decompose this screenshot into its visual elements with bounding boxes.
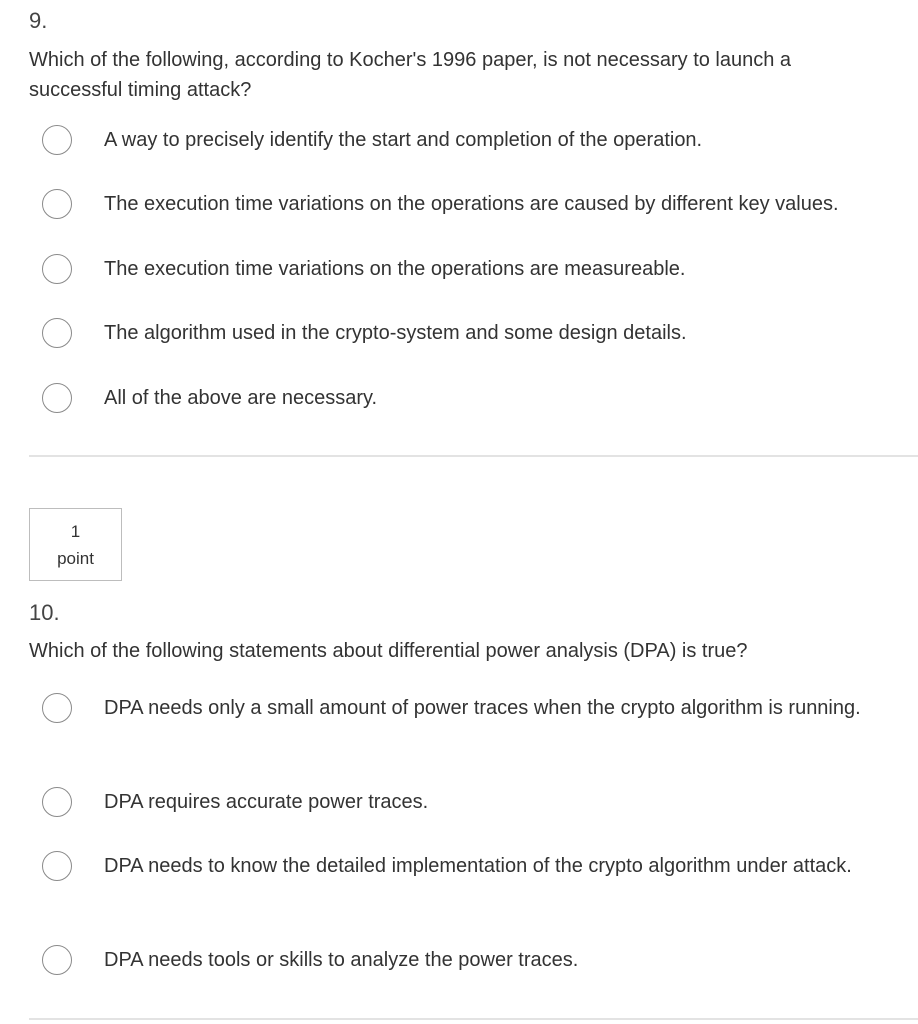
divider (29, 455, 918, 457)
radio-button[interactable] (42, 189, 72, 219)
question-9 (29, 8, 918, 105)
question-number: 9. (29, 8, 48, 33)
option-q10-b[interactable] (42, 787, 874, 817)
option-q9-e[interactable] (42, 383, 874, 413)
radio-button[interactable] (42, 125, 72, 155)
radio-button[interactable] (42, 383, 72, 413)
option-label: DPA requires accurate power traces. (104, 791, 429, 813)
option-label: The execution time variations on the operations are caused by different key values. (104, 193, 839, 215)
points-value: 1 (70, 521, 81, 541)
radio-button[interactable] (42, 945, 72, 975)
option-q9-b[interactable] (42, 189, 874, 219)
option-q9-a[interactable] (42, 125, 874, 155)
radio-button[interactable] (42, 318, 72, 348)
option-q9-c[interactable] (42, 254, 874, 284)
option-label: The algorithm used in the crypto-system and some design details. (104, 322, 687, 344)
radio-button[interactable] (42, 851, 72, 881)
option-label: A way to precisely identify the start and completion of the operation. (104, 129, 703, 151)
option-label: DPA needs tools or skills to analyze the power traces. (104, 949, 579, 971)
question-text: Which of the following, according to Kocher's 1996 paper, is not necessary to launch a successful timing attack? (29, 49, 792, 101)
option-label: DPA needs to know the detailed implementation of the crypto algorithm under attack. (104, 855, 852, 877)
divider (29, 1018, 918, 1020)
option-q10-c[interactable] (42, 851, 874, 881)
points-badge (29, 508, 122, 581)
radio-button[interactable] (42, 787, 72, 817)
option-label: DPA needs only a small amount of power traces when the crypto algorithm is running. (104, 697, 861, 719)
option-label: The execution time variations on the operations are measureable. (104, 258, 686, 280)
option-label: All of the above are necessary. (104, 387, 378, 409)
option-q10-a[interactable] (42, 693, 874, 723)
radio-button[interactable] (42, 254, 72, 284)
option-q10-d[interactable] (42, 945, 874, 975)
question-number: 10. (29, 600, 60, 625)
question-text: Which of the following statements about differential power analysis (DPA) is true? (29, 640, 748, 662)
radio-button[interactable] (42, 693, 72, 723)
points-label: point (57, 548, 94, 568)
question-10 (29, 600, 918, 666)
option-q9-d[interactable] (42, 318, 874, 348)
